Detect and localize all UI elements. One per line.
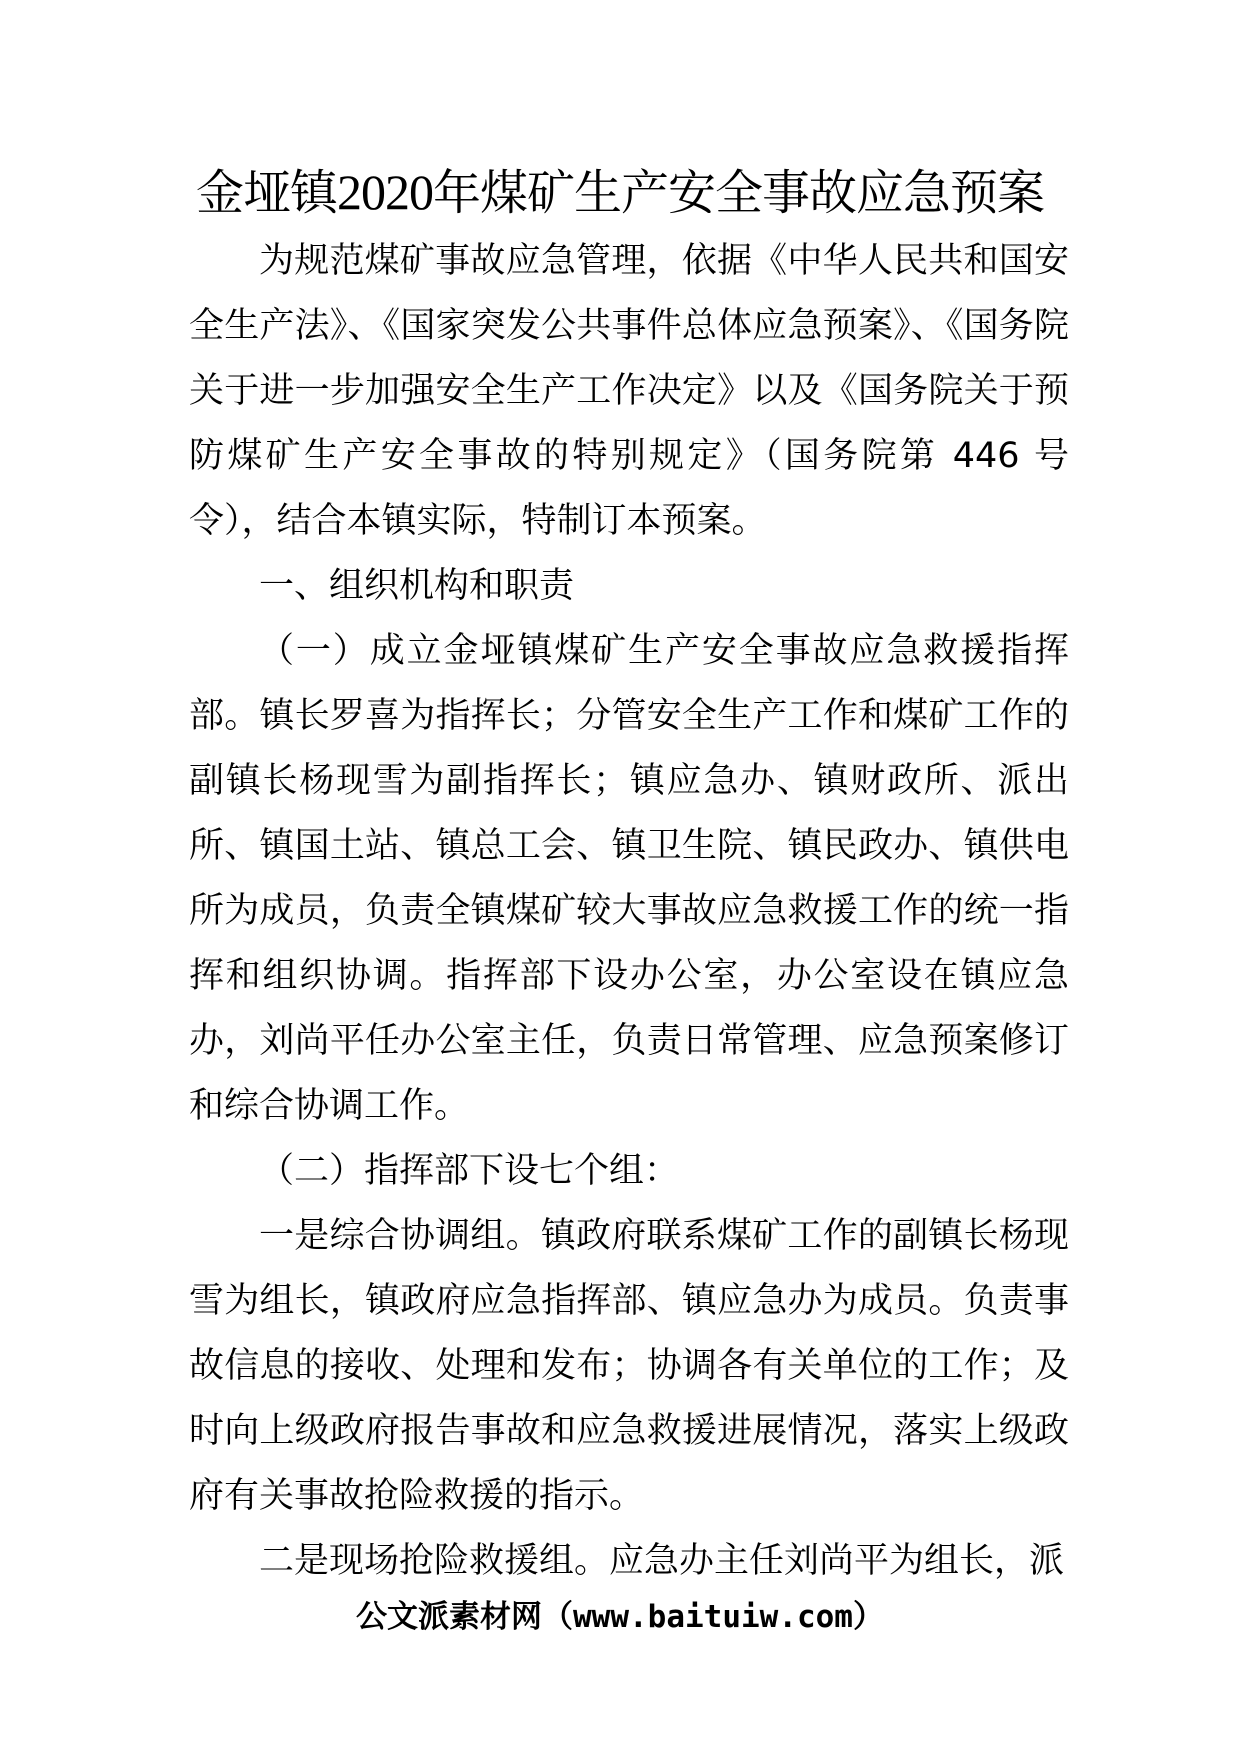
paragraph-command-center: （一）成立金垭镇煤矿生产安全事故应急救援指挥部。镇长罗喜为指挥长；分管安全生产工作和煤矿工作的副镇长杨现雪为副指挥长；镇应急办、镇财政所、派出所、镇国土站、镇总工会、镇卫生院、镇民政办、镇供电所为成员，负责全镇煤矿较大事故应急救援工作的统一指挥和组织协调。指挥部下设办公室，办公室设在镇应急办，刘尚平任办公室主任，负责日常管理、应急预案修订和综合协调工作。: [189, 631, 1069, 1126]
document-title: [0, 152, 1240, 233]
page-footer: [0, 1592, 1240, 1642]
paragraph-seven-groups: （二）指挥部下设七个组：: [259, 1151, 680, 1191]
paragraph-rescue-group: 二是现场抢险救援组。应急办主任刘尚平为组长，派: [259, 1541, 1065, 1581]
paragraph-intro: 为规范煤矿事故应急管理，依据《中华人民共和国安全生产法》、《国家突发公共事件总体应急预案》、《国务院关于进一步加强安全生产工作决定》以及《国务院关于预防煤矿生产安全事故的特别规定》（国务院第 446 号令），结合本镇实际，特制订本预案。: [189, 241, 1069, 541]
document-body: [189, 229, 1069, 1594]
paragraph-coordination-group: 一是综合协调组。镇政府联系煤矿工作的副镇长杨现雪为组长，镇政府应急指挥部、镇应急办为成员。负责事故信息的接收、处理和发布；协调各有关单位的工作；及时向上级政府报告事故和应急救援进展情况，落实上级政府有关事故抢险救援的指示。: [189, 1216, 1069, 1516]
title-year: 2020: [337, 164, 433, 220]
footer-site-name: 公文派素材网: [356, 1599, 543, 1635]
footer-url: （www.baituiw.com）: [542, 1599, 884, 1635]
section-heading-organization: 一、组织机构和职责: [259, 566, 575, 606]
title-suffix: 年煤矿生产安全事故应急预案: [433, 165, 1045, 221]
title-prefix: 金垭镇: [195, 165, 337, 221]
